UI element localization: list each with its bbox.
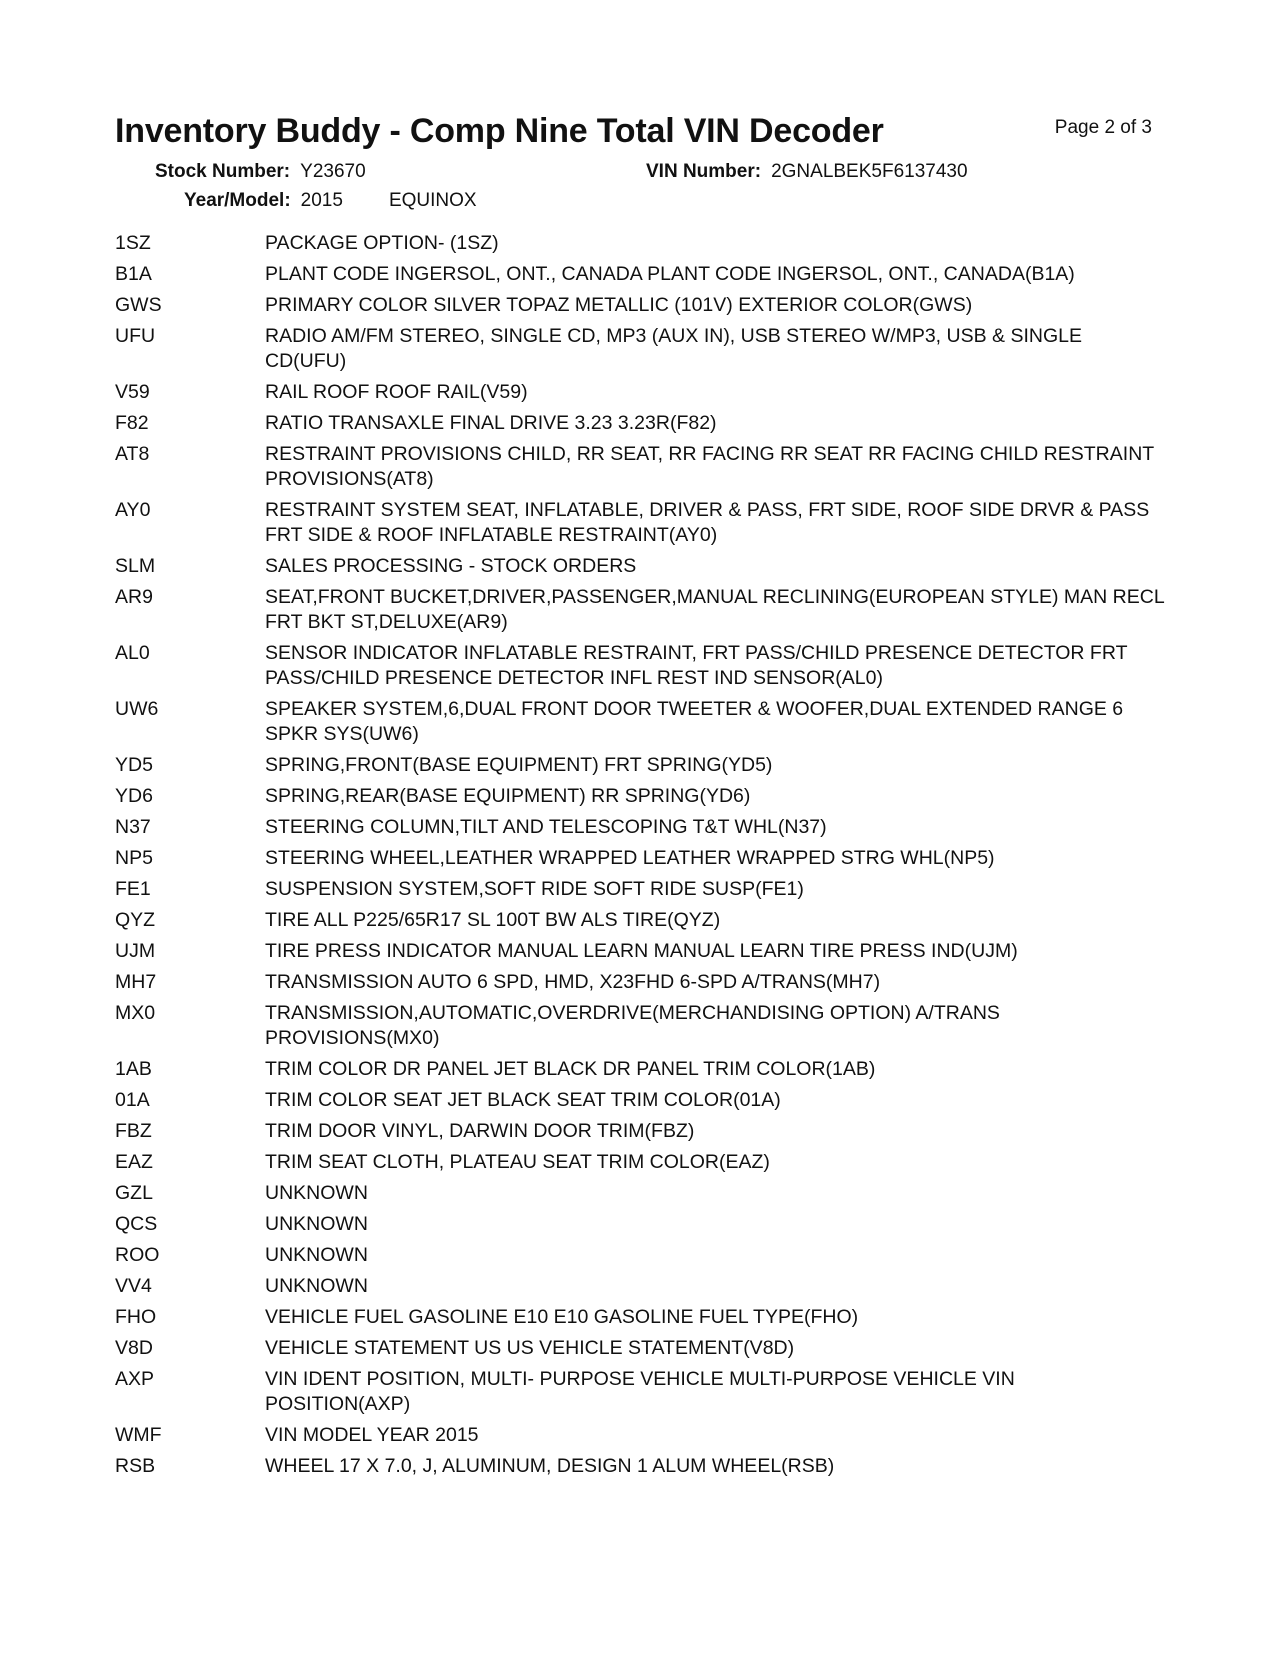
option-code-row (115, 1054, 1165, 1085)
option-code-row (115, 1271, 1165, 1302)
option-code-row (115, 551, 1165, 582)
stock-number-label: Stock Number: (155, 161, 291, 182)
option-code-list (115, 228, 1165, 1482)
option-code-row (115, 1333, 1165, 1364)
vin-number-value: 2GNALBEK5F6137430 (771, 161, 968, 182)
option-code: NP5 (115, 847, 153, 869)
option-description: TIRE ALL P225/65R17 SL 100T BW ALS TIRE(QYZ) (265, 909, 721, 931)
option-description: VEHICLE STATEMENT US US VEHICLE STATEMENT(V8D) (265, 1337, 795, 1359)
option-code: FBZ (115, 1120, 152, 1142)
option-code: QYZ (115, 909, 156, 931)
model-value: EQUINOX (388, 190, 477, 211)
option-code: GZL (115, 1182, 153, 1204)
option-code: AR9 (115, 586, 153, 608)
page-number: Page 2 of 3 (1054, 117, 1152, 138)
option-code: AXP (115, 1368, 155, 1390)
option-code: AT8 (115, 443, 150, 465)
option-code: YD5 (115, 754, 153, 776)
option-code-row (115, 750, 1165, 781)
option-code: VV4 (115, 1275, 152, 1297)
option-description: UNKNOWN (265, 1244, 368, 1266)
option-description: RATIO TRANSAXLE FINAL DRIVE 3.23 3.23R(F82) (265, 412, 717, 434)
option-description: TRIM SEAT CLOTH, PLATEAU SEAT TRIM COLOR(EAZ) (265, 1151, 770, 1173)
option-code: RSB (115, 1455, 156, 1477)
option-code-row (115, 408, 1165, 439)
option-description: TRIM DOOR VINYL, DARWIN DOOR TRIM(FBZ) (265, 1120, 695, 1142)
option-description: STEERING WHEEL,LEATHER WRAPPED LEATHER WRAPPED STRG WHL(NP5) (265, 847, 995, 869)
option-description: TRIM COLOR DR PANEL JET BLACK DR PANEL TRIM COLOR(1AB) (265, 1058, 876, 1080)
option-description: RESTRAINT SYSTEM SEAT, INFLATABLE, DRIVER & PASS, FRT SIDE, ROOF SIDE DRVR & PASS FRT SIDE & ROOF INFLATABLE RESTRAINT(AY0) (265, 499, 1150, 546)
option-description: PACKAGE OPTION- (1SZ) (265, 232, 499, 254)
option-code: F82 (115, 412, 149, 434)
option-description: SPRING,FRONT(BASE EQUIPMENT) FRT SPRING(YD5) (265, 754, 773, 776)
option-code: FHO (115, 1306, 157, 1328)
year-model-field (184, 190, 477, 212)
option-code-row (115, 936, 1165, 967)
option-code: 01A (115, 1089, 150, 1111)
option-code-row (115, 1302, 1165, 1333)
option-description: TIRE PRESS INDICATOR MANUAL LEARN MANUAL LEARN TIRE PRESS IND(UJM) (265, 940, 1018, 962)
option-code: AL0 (115, 642, 150, 664)
option-code-row (115, 812, 1165, 843)
option-code-row (115, 1420, 1165, 1451)
option-code-row (115, 582, 1165, 638)
option-code: FE1 (115, 878, 151, 900)
vin-number-field (646, 161, 968, 183)
stock-number-field (155, 161, 366, 183)
option-code-row (115, 290, 1165, 321)
vin-number-label: VIN Number: (646, 161, 762, 182)
option-code-row (115, 694, 1165, 750)
option-code-row (115, 843, 1165, 874)
page-title: Inventory Buddy - Comp Nine Total VIN Decoder (115, 112, 884, 150)
year-model-label: Year/Model: (184, 190, 291, 211)
option-description: SUSPENSION SYSTEM,SOFT RIDE SOFT RIDE SUSP(FE1) (265, 878, 804, 900)
option-code: B1A (115, 263, 152, 285)
option-code-row (115, 1209, 1165, 1240)
option-description: SENSOR INDICATOR INFLATABLE RESTRAINT, FRT PASS/CHILD PRESENCE DETECTOR FRT PASS/CHILD PRESENCE DETECTOR INFL REST IND SENSOR(AL0) (265, 642, 1128, 689)
option-description: UNKNOWN (265, 1275, 368, 1297)
option-code-row (115, 1116, 1165, 1147)
option-code-row (115, 998, 1165, 1054)
option-description: VIN MODEL YEAR 2015 (265, 1424, 479, 1446)
option-code-row (115, 495, 1165, 551)
option-description: TRANSMISSION AUTO 6 SPD, HMD, X23FHD 6-SPD A/TRANS(MH7) (265, 971, 881, 993)
option-description: SPRING,REAR(BASE EQUIPMENT) RR SPRING(YD6) (265, 785, 751, 807)
option-code-row (115, 1240, 1165, 1271)
option-code: V8D (115, 1337, 153, 1359)
option-code: EAZ (115, 1151, 153, 1173)
option-code: UW6 (115, 698, 159, 720)
option-code: MX0 (115, 1002, 156, 1024)
year-value: 2015 (300, 190, 343, 211)
option-description: STEERING COLUMN,TILT AND TELESCOPING T&T WHL(N37) (265, 816, 827, 838)
option-code: 1SZ (115, 232, 151, 254)
option-description: WHEEL 17 X 7.0, J, ALUMINUM, DESIGN 1 ALUM WHEEL(RSB) (265, 1455, 835, 1477)
option-code: N37 (115, 816, 151, 838)
option-code: V59 (115, 381, 150, 403)
option-description: UNKNOWN (265, 1213, 368, 1235)
option-code: GWS (115, 294, 162, 316)
option-description: SALES PROCESSING - STOCK ORDERS (265, 555, 637, 577)
option-code: MH7 (115, 971, 157, 993)
option-code: UJM (115, 940, 156, 962)
option-code-row (115, 967, 1165, 998)
option-description: TRIM COLOR SEAT JET BLACK SEAT TRIM COLOR(01A) (265, 1089, 781, 1111)
option-code: ROO (115, 1244, 160, 1266)
option-description: RAIL ROOF ROOF RAIL(V59) (265, 381, 528, 403)
option-code: 1AB (115, 1058, 152, 1080)
stock-number-value: Y23670 (300, 161, 366, 182)
option-code-row (115, 905, 1165, 936)
option-code-row (115, 439, 1165, 495)
option-description: PLANT CODE INGERSOL, ONT., CANADA PLANT CODE INGERSOL, ONT., CANADA(B1A) (265, 263, 1075, 285)
option-code-row (115, 259, 1165, 290)
option-code-row (115, 1178, 1165, 1209)
option-code-row (115, 321, 1165, 377)
option-code: WMF (115, 1424, 162, 1446)
option-description: RESTRAINT PROVISIONS CHILD, RR SEAT, RR FACING RR SEAT RR FACING CHILD RESTRAINT PROVISIONS(AT8) (265, 443, 1154, 490)
option-description: SEAT,FRONT BUCKET,DRIVER,PASSENGER,MANUAL RECLINING(EUROPEAN STYLE) MAN RECL FRT BKT ST,DELUXE(AR9) (265, 586, 1164, 633)
option-code-row (115, 874, 1165, 905)
option-code: YD6 (115, 785, 153, 807)
option-code-row (115, 1085, 1165, 1116)
option-code-row (115, 377, 1165, 408)
option-code-row (115, 781, 1165, 812)
option-description: UNKNOWN (265, 1182, 368, 1204)
option-description: PRIMARY COLOR SILVER TOPAZ METALLIC (101V) EXTERIOR COLOR(GWS) (265, 294, 973, 316)
option-code-row (115, 228, 1165, 259)
option-code: UFU (115, 325, 156, 347)
option-description: TRANSMISSION,AUTOMATIC,OVERDRIVE(MERCHANDISING OPTION) A/TRANS PROVISIONS(MX0) (265, 1002, 1000, 1049)
option-description: RADIO AM/FM STEREO, SINGLE CD, MP3 (AUX IN), USB STEREO W/MP3, USB & SINGLE CD(UFU) (265, 325, 1082, 372)
option-code-row (115, 638, 1165, 694)
option-code: QCS (115, 1213, 158, 1235)
option-code-row (115, 1364, 1165, 1420)
option-description: VEHICLE FUEL GASOLINE E10 E10 GASOLINE FUEL TYPE(FHO) (265, 1306, 859, 1328)
option-code-row (115, 1451, 1165, 1482)
option-code: AY0 (115, 499, 151, 521)
option-description: SPEAKER SYSTEM,6,DUAL FRONT DOOR TWEETER & WOOFER,DUAL EXTENDED RANGE 6 SPKR SYS(UW6) (265, 698, 1124, 745)
option-description: VIN IDENT POSITION, MULTI- PURPOSE VEHICLE MULTI-PURPOSE VEHICLE VIN POSITION(AXP) (265, 1368, 1015, 1415)
option-code-row (115, 1147, 1165, 1178)
option-code: SLM (115, 555, 156, 577)
